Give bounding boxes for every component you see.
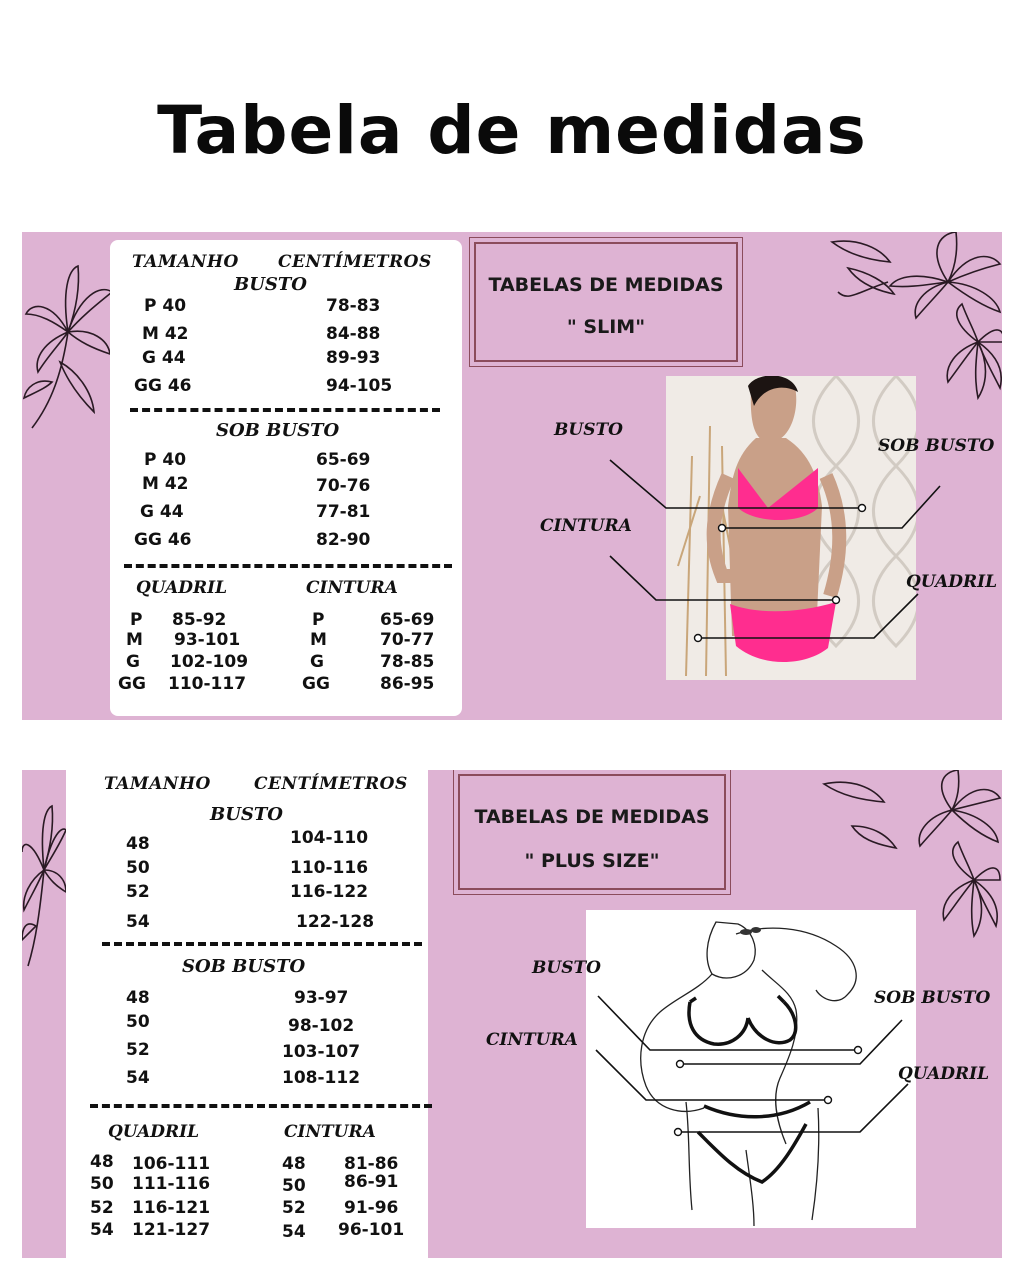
sob-busto-size: 48 bbox=[126, 988, 150, 1008]
quadril-size: G bbox=[126, 652, 140, 672]
quadril-range: 110-117 bbox=[168, 674, 247, 694]
quadril-size: 54 bbox=[90, 1220, 114, 1240]
cintura-size: 52 bbox=[282, 1198, 306, 1218]
cintura-label: CINTURA bbox=[284, 1122, 376, 1142]
sob-busto-range: 103-107 bbox=[282, 1042, 361, 1062]
cm-header: CENTÍMETROS bbox=[254, 774, 408, 794]
sob-busto-range: 65-69 bbox=[316, 450, 371, 470]
quadril-annotation: QUADRIL bbox=[898, 1064, 990, 1084]
busto-size: 50 bbox=[126, 858, 150, 878]
busto-range: 116-122 bbox=[290, 882, 369, 902]
quadril-range: 116-121 bbox=[132, 1198, 211, 1218]
busto-range: 110-116 bbox=[290, 858, 369, 878]
sob-busto-size: 54 bbox=[126, 1068, 150, 1088]
quadril-range: 85-92 bbox=[172, 610, 227, 630]
sob-busto-range: 98-102 bbox=[288, 1016, 355, 1036]
cintura-size: G bbox=[310, 652, 324, 672]
cintura-range: 86-95 bbox=[380, 674, 435, 694]
quadril-range: 106-111 bbox=[132, 1154, 211, 1174]
quadril-size: 48 bbox=[90, 1152, 114, 1172]
sob-busto-size: P 40 bbox=[144, 450, 187, 470]
busto-size: 48 bbox=[126, 834, 150, 854]
sob-busto-size: GG 46 bbox=[134, 530, 192, 550]
cm-header: CENTÍMETROS bbox=[278, 252, 432, 272]
measure-lines bbox=[22, 770, 1002, 1258]
sob-busto-annotation: SOB BUSTO bbox=[878, 436, 995, 456]
busto-size: 54 bbox=[126, 912, 150, 932]
sob-busto-annotation: SOB BUSTO bbox=[874, 988, 991, 1008]
box-title-line2: " SLIM" bbox=[566, 316, 646, 338]
box-title-line1: TABELAS DE MEDIDAS bbox=[474, 806, 710, 828]
cintura-range: 96-101 bbox=[338, 1220, 405, 1240]
cintura-size: GG bbox=[302, 674, 330, 694]
busto-label: BUSTO bbox=[210, 804, 283, 825]
cintura-label: CINTURA bbox=[306, 578, 398, 598]
quadril-size: 52 bbox=[90, 1198, 114, 1218]
busto-range: 78-83 bbox=[326, 296, 381, 316]
sob-busto-label: SOB BUSTO bbox=[216, 420, 340, 441]
quadril-size: P bbox=[130, 610, 143, 630]
sob-busto-range: 70-76 bbox=[316, 476, 371, 496]
busto-range: 94-105 bbox=[326, 376, 393, 396]
quadril-range: 102-109 bbox=[170, 652, 249, 672]
plus-size-chart bbox=[22, 770, 1002, 1258]
cintura-range: 86-91 bbox=[344, 1172, 399, 1192]
slim-size-chart bbox=[22, 232, 1002, 720]
box-title-line1: TABELAS DE MEDIDAS bbox=[488, 274, 724, 296]
cintura-size: P bbox=[312, 610, 325, 630]
cintura-size: 54 bbox=[282, 1222, 306, 1242]
busto-annotation: BUSTO bbox=[532, 958, 601, 978]
quadril-range: 111-116 bbox=[132, 1174, 211, 1194]
measure-lines bbox=[22, 232, 1002, 720]
busto-size: M 42 bbox=[142, 324, 189, 344]
sob-busto-size: G 44 bbox=[140, 502, 184, 522]
quadril-label: QUADRIL bbox=[108, 1122, 200, 1142]
sob-busto-size: 52 bbox=[126, 1040, 150, 1060]
cintura-size: 50 bbox=[282, 1176, 306, 1196]
busto-label: BUSTO bbox=[234, 274, 307, 295]
busto-size: P 40 bbox=[144, 296, 187, 316]
cintura-range: 91-96 bbox=[344, 1198, 399, 1218]
quadril-size: 50 bbox=[90, 1174, 114, 1194]
cintura-range: 78-85 bbox=[380, 652, 435, 672]
sob-busto-size: 50 bbox=[126, 1012, 150, 1032]
busto-range: 89-93 bbox=[326, 348, 381, 368]
page-title: Tabela de medidas bbox=[157, 92, 867, 169]
cintura-annotation: CINTURA bbox=[486, 1030, 578, 1050]
cintura-range: 70-77 bbox=[380, 630, 435, 650]
cintura-range: 81-86 bbox=[344, 1154, 399, 1174]
size-header: TAMANHO bbox=[104, 774, 211, 794]
quadril-range: 121-127 bbox=[132, 1220, 211, 1240]
sob-busto-range: 82-90 bbox=[316, 530, 371, 550]
busto-annotation: BUSTO bbox=[554, 420, 623, 440]
busto-range: 122-128 bbox=[296, 912, 375, 932]
cintura-size: 48 bbox=[282, 1154, 306, 1174]
cintura-annotation: CINTURA bbox=[540, 516, 632, 536]
sob-busto-range: 108-112 bbox=[282, 1068, 361, 1088]
cintura-size: M bbox=[310, 630, 327, 650]
size-header: TAMANHO bbox=[132, 252, 239, 272]
busto-size: G 44 bbox=[142, 348, 186, 368]
busto-size: 52 bbox=[126, 882, 150, 902]
cintura-range: 65-69 bbox=[380, 610, 435, 630]
quadril-range: 93-101 bbox=[174, 630, 241, 650]
box-title-line2: " PLUS SIZE" bbox=[524, 850, 660, 872]
quadril-label: QUADRIL bbox=[136, 578, 228, 598]
sob-busto-range: 93-97 bbox=[294, 988, 349, 1008]
sob-busto-range: 77-81 bbox=[316, 502, 371, 522]
quadril-size: M bbox=[126, 630, 143, 650]
quadril-annotation: QUADRIL bbox=[906, 572, 998, 592]
sob-busto-label: SOB BUSTO bbox=[182, 956, 306, 977]
quadril-size: GG bbox=[118, 674, 146, 694]
sob-busto-size: M 42 bbox=[142, 474, 189, 494]
busto-range: 84-88 bbox=[326, 324, 381, 344]
busto-size: GG 46 bbox=[134, 376, 192, 396]
busto-range: 104-110 bbox=[290, 828, 369, 848]
